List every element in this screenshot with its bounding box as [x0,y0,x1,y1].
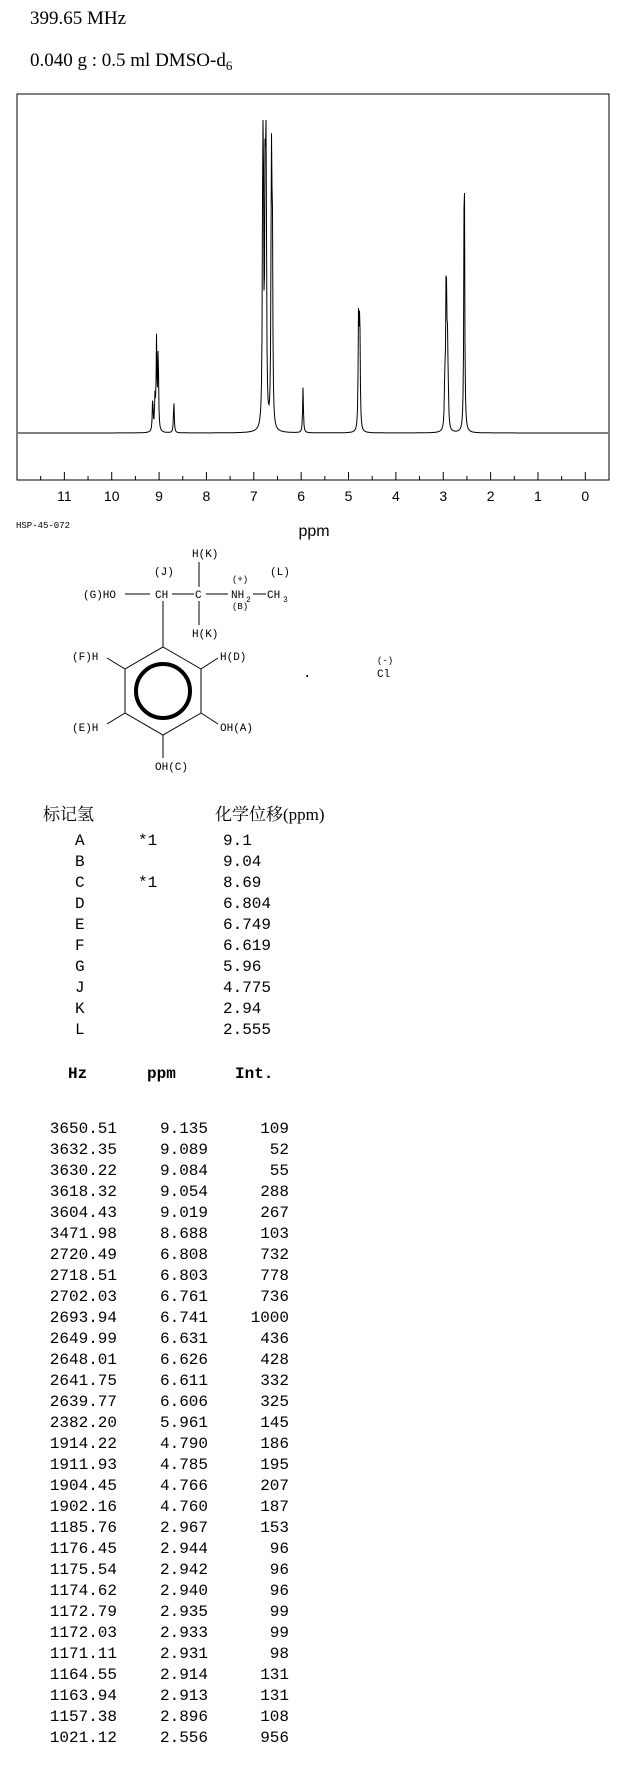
peak-hz: 1164.55 [49,1666,117,1684]
peak-ppm: 2.944 [159,1540,208,1558]
peak-hz: 3650.51 [49,1120,117,1138]
assignment-label: C [75,874,85,892]
peak-int: 96 [269,1540,289,1558]
assignment-label: E [75,916,85,934]
peak-ppm: 6.803 [159,1267,208,1285]
peak-hz: 1176.45 [49,1540,117,1558]
peak-int: 103 [260,1225,289,1243]
peak-row [0,1183,625,1204]
label-hk-top: H(K) [192,549,219,561]
peak-row [0,1225,625,1246]
peak-ppm: 4.785 [159,1456,208,1474]
peak-row [0,1624,625,1645]
peak-ppm: 2.931 [159,1645,208,1663]
label-l: (L) [270,567,290,579]
x-tick-label: 8 [202,488,211,504]
peak-int: 96 [269,1561,289,1579]
peak-ppm: 2.556 [159,1729,208,1747]
assignment-label: K [75,1000,85,1018]
assignment-row [40,853,440,874]
peak-row [0,1435,625,1456]
assignment-label: B [75,853,85,871]
assignment-shift: 8.69 [223,874,262,892]
peak-ppm: 6.611 [159,1372,208,1390]
peak-int: 98 [269,1645,289,1663]
x-tick-label: 9 [155,488,163,504]
assignment-label: L [75,1021,85,1039]
peak-ppm: 4.760 [159,1498,208,1516]
peak-int: 288 [260,1183,289,1201]
peak-ppm: 6.626 [159,1351,208,1369]
peak-header-hz: Hz [68,1065,88,1083]
x-tick-label: 11 [57,488,72,504]
peak-row [0,1666,625,1687]
peak-row [0,1330,625,1351]
peak-row [0,1309,625,1330]
assignment-header-shift: 化学位移(ppm) [215,805,325,824]
peak-hz: 3630.22 [49,1162,117,1180]
assignment-note: *1 [138,832,158,850]
peak-int: 436 [260,1330,289,1348]
spectrum-code: HSP-45-072 [16,521,71,531]
label-c: C [195,590,202,602]
peak-int: 99 [269,1603,289,1621]
peak-ppm: 4.790 [159,1435,208,1453]
peak-int: 428 [260,1351,289,1369]
peak-hz: 2720.49 [49,1246,117,1264]
label-ch-j: CH [155,590,169,602]
peak-row [0,1519,625,1540]
assignment-label: A [75,832,85,850]
peak-int: 145 [260,1414,289,1432]
assignment-label: F [75,937,85,955]
assignment-header-label: 标记氢 [43,805,94,824]
peak-hz: 1021.12 [49,1729,117,1747]
peak-ppm: 2.896 [159,1708,208,1726]
assignment-row [40,832,440,853]
assignment-row [40,895,440,916]
peak-row [0,1540,625,1561]
peak-row [0,1288,625,1309]
bond-ring-oha [201,713,218,724]
bond-ring-hd [201,658,218,669]
peak-row [0,1351,625,1372]
label-oh-g: (G)HO [83,590,117,602]
bond-ring-hf [107,658,125,669]
assignment-shift: 9.04 [223,853,262,871]
peak-int: 778 [260,1267,289,1285]
peak-row [0,1141,625,1162]
peak-ppm: 9.054 [159,1183,208,1201]
label-he: (E)H [72,723,99,735]
label-hk-bottom: H(K) [192,629,219,641]
assignment-shift: 2.555 [223,1021,272,1039]
concentration-text: 0.040 g : 0.5 ml DMSO-d [30,50,226,71]
peak-row [0,1162,625,1183]
assignment-shift: 6.619 [223,937,272,955]
peak-hz: 2648.01 [49,1351,117,1369]
peak-ppm: 6.606 [159,1393,208,1411]
label-oha: OH(A) [220,723,254,735]
plot-frame [17,94,609,480]
assignment-row [40,1000,440,1021]
peak-hz: 2649.99 [49,1330,117,1348]
peak-int: 131 [260,1687,289,1705]
peak-int: 99 [269,1624,289,1642]
peak-row [0,1582,625,1603]
peak-row [0,1456,625,1477]
peak-hz: 1174.62 [49,1582,117,1600]
assignment-shift: 6.804 [223,895,272,913]
x-tick-label: 2 [486,488,495,504]
molecular-structure [0,520,625,790]
peak-ppm: 2.933 [159,1624,208,1642]
spectrum-trace [18,120,608,433]
assignment-shift: 2.94 [223,1000,262,1018]
aromatic-circle [136,664,190,718]
peak-ppm: 2.913 [159,1687,208,1705]
label-nh2-sub: 2 [246,596,251,605]
assignment-shift: 4.775 [223,979,272,997]
peak-int: 267 [260,1204,289,1222]
peak-hz: 1163.94 [49,1687,117,1705]
peak-hz: 2382.20 [49,1414,117,1432]
assignment-row [40,979,440,1000]
peak-int: 195 [260,1456,289,1474]
assignment-note: *1 [138,874,158,892]
peak-int: 96 [269,1582,289,1600]
peak-ppm: 6.631 [159,1330,208,1348]
peak-hz: 1902.16 [49,1498,117,1516]
peak-int: 207 [260,1477,289,1495]
label-nh2-charge: (+) [232,575,249,585]
x-tick-label: 4 [391,488,400,504]
peak-ppm: 2.942 [159,1561,208,1579]
peak-hz: 1157.38 [49,1708,117,1726]
label-ch3: CH [267,590,281,602]
label-cl: Cl [377,669,391,681]
peak-row [0,1246,625,1267]
peak-hz: 1904.45 [49,1477,117,1495]
peak-int: 332 [260,1372,289,1390]
assignment-row [40,937,440,958]
assignment-shift: 6.749 [223,916,272,934]
peak-hz: 1175.54 [49,1561,117,1579]
peak-hz: 1172.03 [49,1624,117,1642]
peak-hz: 2693.94 [49,1309,117,1327]
peak-int: 109 [260,1120,289,1138]
peak-row [0,1729,625,1750]
peak-ppm: 9.019 [159,1204,208,1222]
peak-row [0,1414,625,1435]
peak-int: 956 [260,1729,289,1747]
peak-ppm: 2.967 [159,1519,208,1537]
label-dot: . [303,666,312,682]
assignment-row [40,958,440,979]
peak-ppm: 2.935 [159,1603,208,1621]
peak-hz: 3604.43 [49,1204,117,1222]
x-tick-label: 7 [249,488,258,504]
peak-row [0,1708,625,1729]
peak-row [0,1477,625,1498]
peak-int: 732 [260,1246,289,1264]
assignment-row [40,874,440,895]
peak-int: 736 [260,1288,289,1306]
peak-ppm: 4.766 [159,1477,208,1495]
peak-int: 186 [260,1435,289,1453]
peak-hz: 2702.03 [49,1288,117,1306]
peak-ppm: 5.961 [159,1414,208,1432]
label-hd: H(D) [220,652,247,664]
peak-hz: 2639.77 [49,1393,117,1411]
peak-hz: 2718.51 [49,1267,117,1285]
peak-int: 131 [260,1666,289,1684]
peak-row [0,1498,625,1519]
peak-ppm: 9.135 [159,1120,208,1138]
peak-int: 52 [269,1141,289,1159]
assignment-label: G [75,958,85,976]
assignment-row [40,1021,440,1042]
assignment-label: D [75,895,85,913]
x-axis-label: ppm [298,523,330,540]
peak-row [0,1120,625,1141]
label-ch-j-tag: (J) [154,567,174,579]
label-b: (B) [232,602,249,612]
peak-row [0,1687,625,1708]
peak-int: 153 [260,1519,289,1537]
assignment-shift: 5.96 [223,958,262,976]
peak-hz: 3471.98 [49,1225,117,1243]
x-tick-label: 1 [534,488,542,504]
peak-int: 1000 [250,1309,289,1327]
peak-ppm: 8.688 [159,1225,208,1243]
peak-hz: 1171.11 [49,1645,117,1663]
label-ohc: OH(C) [155,762,189,774]
assignment-shift: 9.1 [223,832,252,850]
assignment-label: J [75,979,85,997]
peak-ppm: 9.084 [159,1162,208,1180]
peak-row [0,1267,625,1288]
peak-hz: 1172.79 [49,1603,117,1621]
nmr-spectrum-chart [0,0,625,540]
peak-int: 325 [260,1393,289,1411]
label-hf: (F)H [72,652,99,664]
peak-ppm: 6.761 [159,1288,208,1306]
peak-ppm: 9.089 [159,1141,208,1159]
peak-row [0,1645,625,1666]
peak-hz: 2641.75 [49,1372,117,1390]
x-tick-label: 10 [103,488,120,504]
peak-int: 108 [260,1708,289,1726]
peak-row [0,1603,625,1624]
peak-hz: 1914.22 [49,1435,117,1453]
spectrometer-frequency: 399.65 MHz [30,8,127,29]
x-tick-label: 5 [344,488,353,504]
x-tick-label: 3 [439,488,448,504]
peak-ppm: 2.940 [159,1582,208,1600]
peak-int: 187 [260,1498,289,1516]
peak-hz: 1911.93 [49,1456,117,1474]
peak-ppm: 2.914 [159,1666,208,1684]
peak-ppm: 6.808 [159,1246,208,1264]
peak-int: 55 [269,1162,289,1180]
peak-row [0,1561,625,1582]
peak-header-ppm: ppm [147,1065,176,1083]
peak-hz: 3632.35 [49,1141,117,1159]
bond-ring-he [107,713,125,724]
x-tick-label: 6 [297,488,306,504]
peak-ppm: 6.741 [159,1309,208,1327]
peak-row [0,1372,625,1393]
x-axis-ticks [17,472,609,480]
peak-row [0,1393,625,1414]
concentration-subscript: 6 [225,58,233,73]
peak-row [0,1204,625,1225]
label-cl-charge: (-) [377,656,394,666]
label-ch3-sub: 3 [283,596,288,605]
peak-hz: 3618.32 [49,1183,117,1201]
label-nh2: NH [231,590,245,602]
x-tick-label: 0 [581,488,590,504]
peak-header-int: Int. [235,1065,274,1083]
peak-hz: 1185.76 [49,1519,117,1537]
x-axis-tick-labels [57,488,589,504]
assignment-row [40,916,440,937]
